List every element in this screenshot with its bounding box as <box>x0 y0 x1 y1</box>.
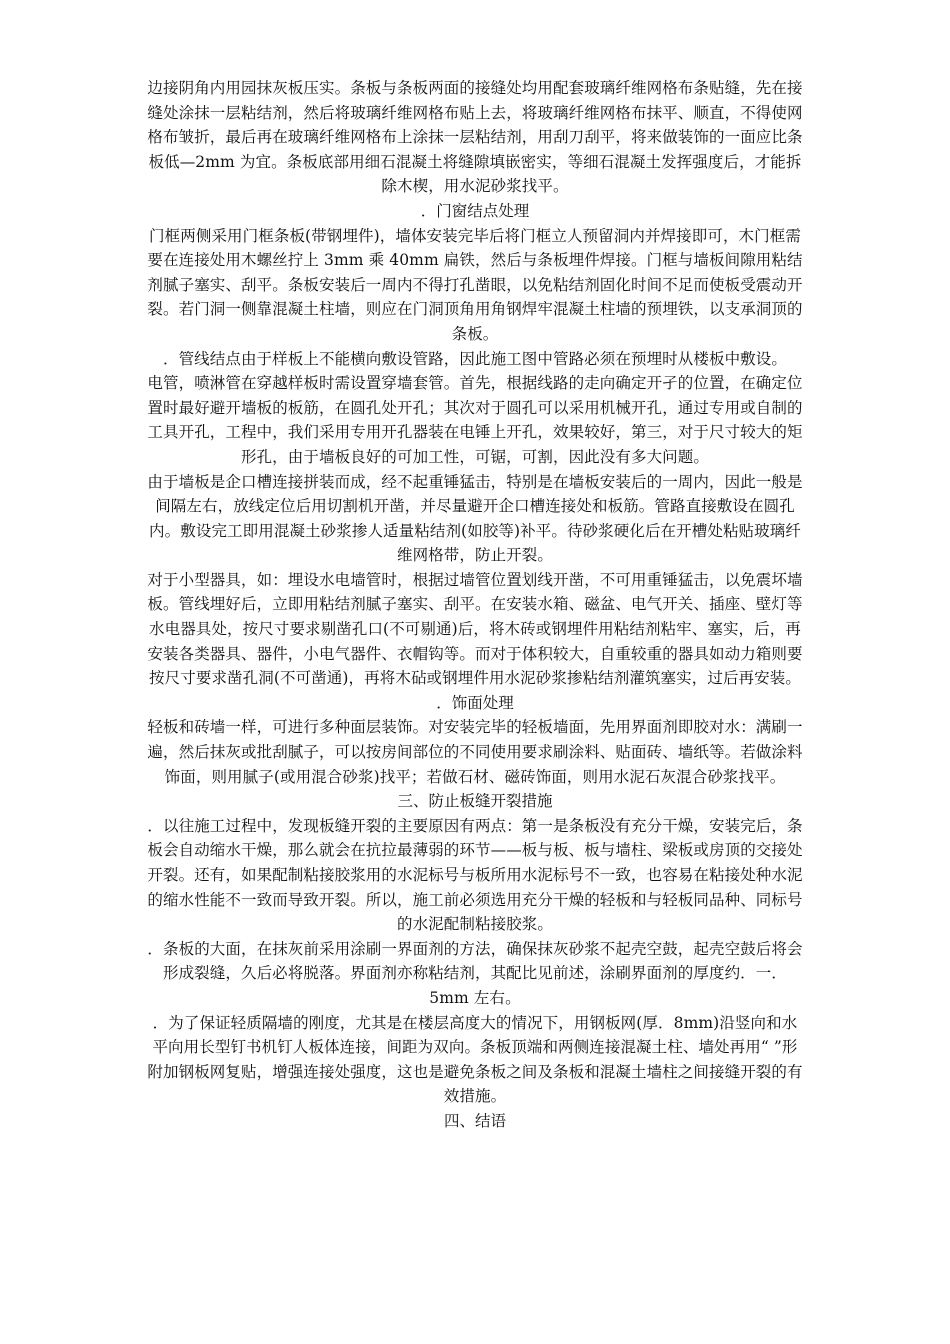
heading-door-window-joints: ．门窗结点处理 <box>420 201 530 220</box>
paragraph-interface-agent: ．条板的大面，在抹灰前采用涂刷一界面剂的方法，确保抹灰砂浆不起壳空鼓，起壳空鼓后将会形成裂缝，久后必将脱落。界面剂亦称粘结剂，其配比见前述，涂刷界面剂的厚度约．一．5mm 左右。 <box>147 939 803 1007</box>
heading-finish-treatment: ．饰面处理 <box>436 693 514 712</box>
paragraph-pipeline-joints: ．管线结点由于样板上不能横向敷设管路，因此施工图中管路必须在预埋时从楼板中敷设。 <box>162 349 787 368</box>
paragraph-door-frame: 门框两侧采用门框条板(带钢埋件)，墙体安装完毕后将门框立人预留洞内并焊接即可，木门框需要在连接处用木螺丝拧上 3mm 乘 40mm 扁铁，然后与条板埋件焊接。门框与墙板间隙用粘结剂腻子塞实、刮平。条板安装后一周内不得打孔凿眼，以免粘结剂固化时间不足而使板受震动开裂。若门洞一侧靠混凝土柱墙，则应在门洞顶角用角钢焊牢混凝土柱墙的预埋铁，以支承洞顶的条板。 <box>147 226 803 343</box>
document-page <box>145 76 805 1134</box>
paragraph-conduit-openings: 电管，喷淋管在穿越样板时需设置穿墙套管。首先，根据线路的走向确定开孑的位置，在确定位置时最好避开墙板的板筋，在圆孔处开孔；其次对于圆孔可以采用机械开孔，通过专用或自制的工具开孔，工程中，我们采用专用开孔器装在电锤上开孔，效果较好，第三，对于尺寸较大的矩形孔，由于墙板良好的可加工性，可锯，可割，因此没有多大问题。 <box>147 374 803 466</box>
paragraph-steel-mesh: ．为了保证轻质隔墙的刚度，尤其是在楼层高度大的情况下，用钢板网(厚．8mm)沿竖向和水平向用长型钉书机钉人板体连接，间距为双向。条板顶端和两侧连接混凝土柱、墙处再用“ ”形附加钢板网复贴，增强连接处强度，这也是避免条板之间及条板和混凝土墙柱之间接缝开裂的有效措施。 <box>147 1013 803 1106</box>
paragraph-finish-treatment: 轻板和砖墙一样，可进行多种面层装饰。对安装完毕的轻板墙面，先用界面剂即胶对水：满刷一遍，然后抹灰或批刮腻子，可以按房间部位的不同使用要求刷涂料、贴面砖、墙纸等。若做涂料饰面，则用腻子(或用混合砂浆)找平；若做石材、磁砖饰面，则用水泥石灰混合砂浆找平。 <box>147 718 803 786</box>
paragraph-joint-treatment: 边接阴角内用园抹灰板压实。条板与条板两面的接缝处均用配套玻璃纤维网格布条贴缝，先在接缝处涂抹一层粘结剂，然后将玻璃纤维网格布贴上去，将玻璃纤维网格布抹平、顺直，不得使网格布皱折，最后再在玻璃纤维网格布上涂抹一层粘结剂，用刮刀刮平，将来做装饰的一面应比条板低—2mm 为宜。条板底部用细石混凝土将缝隙填嵌密实，等细石混凝土发挥强度后，才能拆除木楔，用水泥砂浆找平。 <box>147 79 803 196</box>
paragraph-grooving: 由于墙板是企口槽连接拼装而成，经不起重锤猛击，特别是在墙板安装后的一周内，因此一般是间隔左右，放线定位后用切割机开凿，并尽量避开企口槽连接处和板筋。管路直接敷设在圆孔内。敷设完工即用混凝土砂浆掺人适量粘结剂(如胶等)补平。待砂浆硬化后在开槽处粘贴玻璃纤维网格带，防止开裂。 <box>147 472 803 565</box>
heading-conclusion: 四、结语 <box>443 1111 506 1130</box>
paragraph-small-fixtures: 对于小型器具，如：埋设水电墙管时，根据过墙管位置划线开凿，不可用重锤猛击，以免震坏墙板。管线埋好后，立即用粘结剂腻子塞实、刮平。在安装水箱、磁盆、电气开关、插座、壁灯等水电器具处，按尺寸要求剔凿孔口(不可剔通)后，将木砖或钢埋件用粘结剂粘牢、塞实，后，再安装各类器具、器件，小电气器件、衣帽钩等。而对于体积较大，自重较重的器具如动力箱则要按尺寸要求凿孔洞(不可凿通)，再将木砧或钢埋件用水泥砂浆掺粘结剂灌筑塞实，过后再安装。 <box>147 570 803 688</box>
paragraph-crack-causes: ．以往施工过程中，发现板缝开裂的主要原因有两点：第一是条板没有充分干燥，安装完后，条板会自动缩水干燥，那么就会在抗拉最薄弱的环节——板与板、板与墙柱、梁板或房顶的交接处开裂。还有，如果配制粘接胶浆用的水泥标号与板所用水泥标号不一致，也容易在粘接处种水泥的缩水性能不一致而导致开裂。所以，施工前必须选用充分干燥的轻板和与轻板同品种、同标号的水泥配制粘接胶浆。 <box>147 816 803 934</box>
heading-crack-prevention: 三、防止板缝开裂措施 <box>397 792 553 811</box>
